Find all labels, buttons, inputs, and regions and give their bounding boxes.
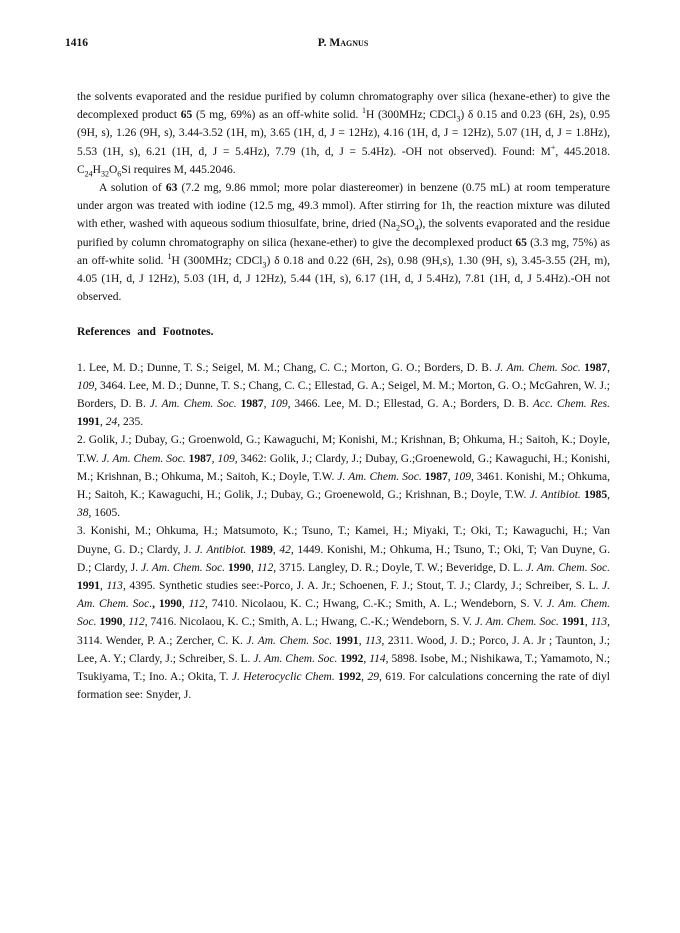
experimental-paragraph-1: the solvents evaporated and the residue purified by column chromatography over silica (hexane-ether) to give the decomplexed product 65 (5 mg, 69%) as an off-white solid. $^1$H (300MHz; CDCl$_3$) δ 0.15 and 0.23 (6H, 2s), 0.95 (9H, s), 1.26 (9H, s), 3.44-3.52 (1H, m), 3.65 (1H, d, J = 12Hz), 4.16 (1H, d, J = 12Hz), 5.07 (1H, d, J = 1.8Hz), 5.53 (1H, s), 6.21 (1H, d, J = 5.4Hz), 7.79 (1h, d, J = 5.4Hz). -OH not observed). Found: M+, 445.2018. $C_{24}H_{32}O_6Si$ requires M, 445.2046. — [77, 91, 610, 179]
reference-3: 3. Konishi, M.; Ohkuma, H.; Matsumoto, K.; Tsuno, T.; Kamei, H.; Miyaki, T.; Oki, T.; Kawaguchi, H.; Van Duyne, G. D.; Clardy, J. J. Antibiot. 1989, 42, 1449. Konishi, M.; Ohkuma, H.; Tsuno, T.; Oki, T; Van Duyne, G. D.; Clardy, J. J. Am. Chem. Soc. 1990, 112, 3715. Langley, D. R.; Doyle, T. W.; Beveridge, D. L. J. Am. Chem. Soc. 1991, 113, 4395. Synthetic studies see:-Porco, J. A. Jr.; Schoenen, F. J.; Stout, T. J.; Clardy, J.; Schreiber, S. L. J. Am. Chem. Soc., 1990, 112, 7410. Nicolaou, K. C.; Hwang, C.-K.; Smith, A. L.; Wendeborn, S. V. J. Am. Chem. Soc. 1990, 112, 7416. Nicolaou, K. C.; Smith, A. L.; Hwang, C.-K.; Wendeborn, S. V. J. Am. Chem. Soc. 1991, 113, 3114. Wender, P. A.; Zercher, C. K. J. Am. Chem. Soc. 1991, 113, 2311. Wood, J. D.; Porco, J. A. Jr ; Taunton, J.; Lee, A. Y.; Clardy, J.; Schreiber, S. L. J. Am. Chem. Soc. 1992, 114, 5898. Isobe, M.; Nishikawa, T.; Yamamoto, N.; Tsukiyama, T.; Ino. A.; Okita, T. J. Heterocyclic Chem. 1992, 29, 619. For calculations concerning the rate of diyl formation see: Snyder, J. — [77, 525, 611, 702]
page-header — [65, 37, 621, 55]
article-body — [77, 88, 610, 705]
experimental-paragraph-2: A solution of 63 (7.2 mg, 9.86 mmol; more polar diastereomer) in benzene (0.75 mL) at room temperature under argon was treated with iodine (12.5 mg, 49.3 mmol). After stirring for 1h, the reaction mixture was diluted with ether, washed with aqueous sodium thiosulfate, brine, dried $(Na_2SO_4)$, the solvents evaporated and the residue purified by column chromatography on silica (hexane-ether) to give the decomplexed product 65 (3.3 mg, 75%) as an off-white solid. $^1$H (300MHz; CDCl$_3$) δ 0.18 and 0.22 (6H, 2s), 0.98 (9H,s), 1.30 (9H, s), 3.45-3.55 (2H, m), 4.05 (1H, d, J 12Hz), 5.03 (1H, d, J 12Hz), 5.44 (1H, s), 6.17 (1H, d, J 5.4Hz), 7.81 (1H, d, J 5.4Hz).-OH not observed. — [77, 182, 610, 304]
compound-number: 65 — [180, 109, 193, 122]
compound-number: 63 — [165, 182, 178, 195]
compound-number: 65 — [515, 236, 527, 249]
reference-2: 2. Golik, J.; Dubay, G.; Groenwold, G.; Kawaguchi, M; Konishi, M.; Krishnan, B; Ohkuma, H.; Saitoh, K.; Doyle, T.W. J. Am. Chem. Soc. 1987, 109, 3462: Golik, J.; Clardy, J.; Dubay, G.;Groenewold, G.; Kawaguchi, H.; Konishi, M.; Krishnan, B.; Ohkuma, M.; Saitoh, K.; Doyle, T.W. J. Am. Chem. Soc. 1987, 109, 3461. Konishi, M.; Ohkuma, H.; Saitoh, K.; Kawaguchi, H.; Golik, J.; Dubay, G.; Groenewold, G.; Krishnan, B.; Doyle, T.W. J. Antibiot. 1985, 38, 1605. — [77, 434, 611, 520]
references-heading: References and Footnotes. — [77, 326, 214, 339]
reference-1: 1. Lee, M. D.; Dunne, T. S.; Seigel, M. M.; Chang, C. C.; Morton, G. O.; Borders, D. B. J. Am. Chem. Soc. 1987, 109, 3464. Lee, M. D.; Dunne, T. S.; Chang, C. C.; Ellestad, G. A.; Seigel, M. M.; Morton, G. O.; McGahren, W. J.; Borders, D. B. J. Am. Chem. Soc. 1987, 109, 3466. Lee, M. D.; Ellestad, G. A.; Borders, D. B. Acc. Chem. Res. 1991, 24, 235. — [77, 361, 611, 429]
running-head-author: P. Magnus — [317, 37, 369, 49]
page-number: 1416 — [65, 37, 88, 49]
